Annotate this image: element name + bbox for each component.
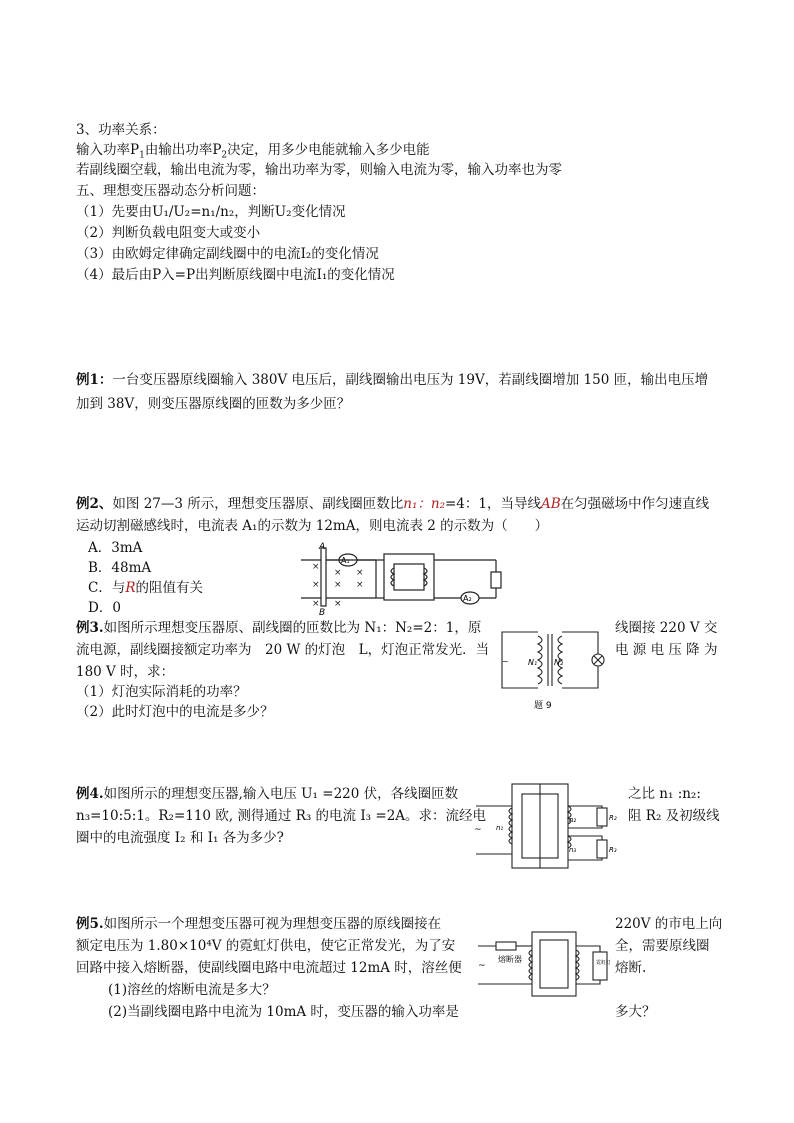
- option-c: [88, 578, 203, 598]
- ac-source-icon: ~: [474, 825, 482, 835]
- example-1-label: 例1：: [76, 372, 113, 388]
- section-5-heading: 五、理想变压器动态分析问题：: [76, 183, 265, 199]
- wire-ab: AB: [540, 496, 561, 512]
- text: 的阻值有关: [135, 580, 204, 596]
- svg-text:×: ×: [334, 568, 342, 578]
- step-3: （3）由欧姆定律确定副线圈中的电流I₂的变化情况: [76, 246, 379, 262]
- example-5-line-3: 回路中接入熔断器，使副线圈电路中电流超过 12mA 时，溶丝便: [76, 960, 462, 976]
- example-4-line-1: [76, 784, 458, 804]
- example-5-label: 例5.: [76, 916, 104, 932]
- resistor-r2-label: R₂: [609, 814, 617, 822]
- coil-n1-label: N₁: [528, 658, 538, 667]
- example-4-line-2: n₃=10:5:1。R₂=110 欧, 测得通过 R₃ 的电流 I₃ =2A。求：流经电: [76, 808, 487, 824]
- no-load-line: 若副线圈空载，输出电流为零，输出功率为零，则输入电流为零，输入功率也为零: [76, 162, 562, 178]
- svg-text:×: ×: [356, 580, 364, 590]
- text: 决定，用多少电能就输入多少电能: [227, 142, 430, 158]
- coil-n2-label: N₂: [554, 658, 564, 667]
- text: 一台变压器原线圈输入 380V 电压后，副线圈输出电压为 19V，若副线圈增加 150 匝，输出电压增: [112, 372, 709, 388]
- example-5-line-1-right: 220V 的市电上向: [615, 916, 723, 932]
- ammeter-a1-label: A₁: [341, 556, 350, 565]
- svg-text:×: ×: [312, 562, 320, 572]
- text: =4：1，当导线: [444, 496, 541, 512]
- example-4-figure: [472, 776, 622, 872]
- step-1: （1）先要由U₁/U₂=n₁/n₂，判断U₂变化情况: [76, 204, 346, 220]
- step-4: （4）最后由P入=P出判断原线圈中电流I₁的变化情况: [76, 267, 395, 283]
- ac-source-icon: ~: [478, 961, 486, 971]
- example-3-line-1: [76, 618, 481, 638]
- example-3-line-2-right: 电 源 电 压 降 为: [615, 642, 718, 658]
- example-4-line-1-right: 之比 n₁ :n₂:: [628, 786, 701, 802]
- example-2-line-1: [76, 494, 709, 514]
- example-3-question-1: （1）灯泡实际消耗的功率？: [76, 684, 247, 700]
- svg-text:×: ×: [312, 580, 320, 590]
- example-5-question-2-right: 多大？: [615, 1004, 656, 1020]
- example-5-line-2: 额定电压为 1.80×10⁴V 的霓虹灯供电，使它正常发光，为了安: [76, 938, 456, 954]
- svg-text:×: ×: [312, 599, 320, 609]
- example-3-line-3: 180 V 时，求：: [76, 664, 175, 680]
- figure-caption: 题 9: [534, 701, 552, 710]
- example-3-line-1-right: 线圈接 220 V 交: [615, 620, 718, 636]
- example-5-line-2-right: 全，需要原线圈: [615, 938, 710, 954]
- subscript: 2: [221, 150, 228, 161]
- svg-text:×: ×: [356, 568, 364, 578]
- coil-n2-label: n₂: [569, 816, 577, 824]
- example-5-question-1: (1)溶丝的熔断电流是多大？: [108, 982, 276, 998]
- example-3-question-2: （2）此时灯泡中的电流是多少？: [76, 704, 274, 720]
- text: 如图所示一个理想变压器可视为理想变压器的原线圈接在: [103, 916, 442, 932]
- example-2-figure: [296, 542, 516, 616]
- fuse-label: 熔断器: [498, 955, 522, 964]
- example-1-line-1: [76, 370, 708, 390]
- example-2-label: 例2、: [76, 496, 113, 512]
- example-3-line-2: 流电源，副线圈接额定功率为 20 W 的灯泡 L，灯泡正常发光．当: [76, 642, 490, 658]
- wire-label-a: A: [319, 542, 326, 552]
- section-3-heading: 3、功率关系：: [76, 122, 166, 138]
- step-2: （2）判断负载电阻变大或变小: [76, 225, 261, 241]
- example-4-line-3: 圈中的电流强度 I₂ 和 I₁ 各为多少?: [76, 830, 284, 846]
- neon-lamp-label: 霓虹灯: [596, 960, 612, 966]
- example-5-line-1: [76, 914, 441, 934]
- coil-n1-label: n₁: [496, 824, 504, 832]
- coil-n3-label: n₃: [569, 846, 577, 854]
- text: 如图所示理想变压器原、副线圈的匝数比为 N₁：N₂=2：1，原: [103, 620, 482, 636]
- text: 在匀强磁场中作匀速直线: [560, 496, 710, 512]
- text: C．与: [88, 580, 126, 596]
- resistor-r3-label: R₃: [609, 846, 617, 854]
- svg-text:×: ×: [334, 599, 342, 609]
- text: 如图 27—3 所示，理想变压器原、副线圈匝数比: [112, 496, 404, 512]
- example-4-line-2-right: 阻 R₂ 及初级线: [628, 808, 720, 824]
- svg-text:×: ×: [334, 580, 342, 590]
- example-5-question-2: (2)当副线圈电路中电流为 10mA 时，变压器的输入功率是: [108, 1004, 459, 1020]
- resistor-r: R: [125, 580, 136, 596]
- example-3-label: 例3.: [76, 620, 104, 636]
- example-5-figure: [476, 928, 612, 1000]
- subscript: 1: [139, 150, 145, 161]
- example-1-line-2: 加到 38V，则变压器原线圈的匝数为多少匝？: [76, 396, 351, 412]
- example-3-figure: [494, 624, 610, 710]
- example-5-line-3-right: 熔断.: [615, 960, 647, 976]
- option-a: A．3mA: [88, 540, 143, 556]
- example-4-label: 例4.: [76, 786, 104, 802]
- option-b: B．48mA: [88, 560, 152, 576]
- text: 如图所示的理想变压器,输入电压 U₁ =220 伏，各线圈匝数: [103, 786, 459, 802]
- wire-label-b: B: [319, 608, 326, 616]
- text: 输入功率P: [76, 142, 140, 158]
- ammeter-a2-label: A₂: [463, 594, 472, 603]
- option-d: D．0: [88, 600, 121, 616]
- ac-source-icon: ~: [502, 657, 509, 666]
- ratio: n₁：n₂: [403, 496, 445, 512]
- example-2-line-2: 运动切割磁感线时，电流表 A₁的示数为 12mA，则电流表 2 的示数为（ ）: [76, 518, 549, 534]
- text: 由输出功率P: [144, 142, 222, 158]
